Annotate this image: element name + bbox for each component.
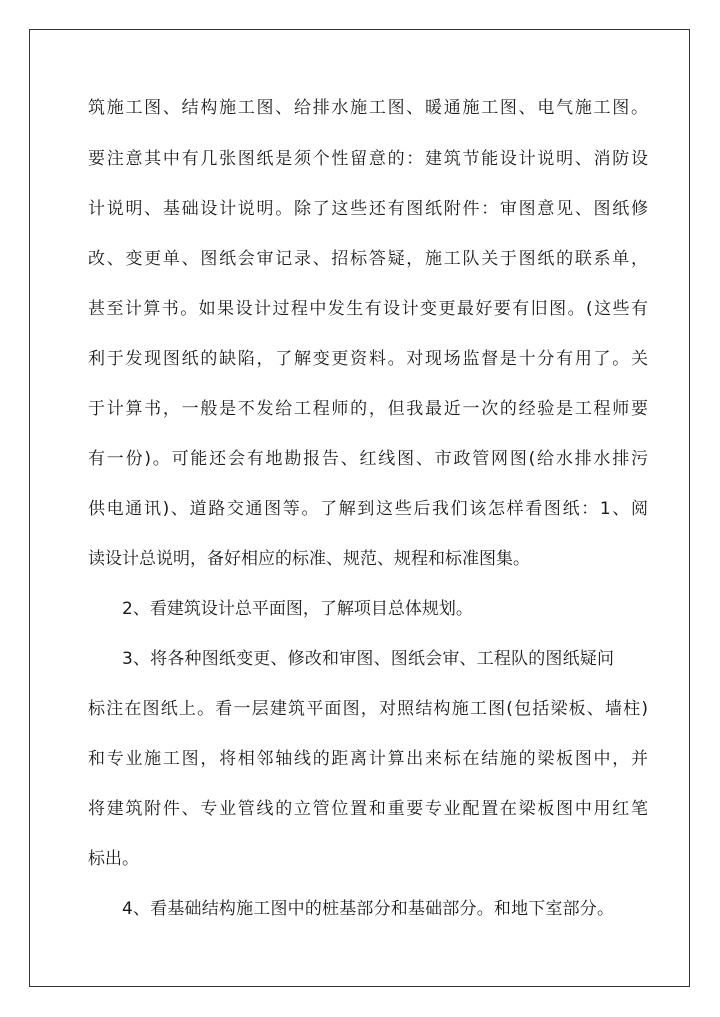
text-line-3: 计说明、基础设计说明。除了这些还有图纸附件：审图意见、图纸修 — [88, 199, 648, 219]
text-line-16: 标出。 — [88, 849, 139, 869]
text-line-6: 利于发现图纸的缺陷，了解变更资料。对现场监督是十分有用了。关 — [88, 349, 648, 369]
text-line-5: 甚至计算书。如果设计过程中发生有设计变更最好要有旧图。(这些有 — [88, 299, 648, 319]
text-line-2: 要注意其中有几张图纸是须个性留意的：建筑节能设计说明、消防设 — [88, 149, 648, 169]
text-line-13: 标注在图纸上。看一层建筑平面图，对照结构施工图(包括梁板、墙柱) — [88, 699, 648, 719]
text-line-9: 供电通讯)、道路交通图等。了解到这些后我们该怎样看图纸：1、阅 — [88, 499, 648, 519]
text-line-17: 4、看基础结构施工图中的桩基部分和基础部分。和地下室部分。 — [122, 899, 614, 919]
text-line-14: 和专业施工图，将相邻轴线的距离计算出来标在结施的梁板图中，并 — [88, 749, 648, 769]
text-line-15: 将建筑附件、专业管线的立管位置和重要专业配置在梁板图中用红笔 — [88, 799, 648, 819]
text-line-7: 于计算书，一般是不发给工程师的，但我最近一次的经验是工程师要 — [88, 399, 648, 419]
text-line-1: 筑施工图、结构施工图、给排水施工图、暖通施工图、电气施工图。 — [88, 98, 648, 118]
text-line-11: 2、看建筑设计总平面图，了解项目总体规划。 — [122, 599, 473, 619]
text-line-12: 3、将各种图纸变更、修改和审图、图纸会审、工程队的图纸疑问 — [122, 649, 614, 669]
text-line-4: 改、变更单、图纸会审记录、招标答疑，施工队关于图纸的联系单， — [88, 249, 648, 269]
text-line-8: 有一份)。可能还会有地勘报告、红线图、市政管网图(给水排水排污 — [88, 449, 648, 469]
text-line-10: 读设计总说明，备好相应的标准、规范、规程和标准图集。 — [88, 549, 530, 569]
